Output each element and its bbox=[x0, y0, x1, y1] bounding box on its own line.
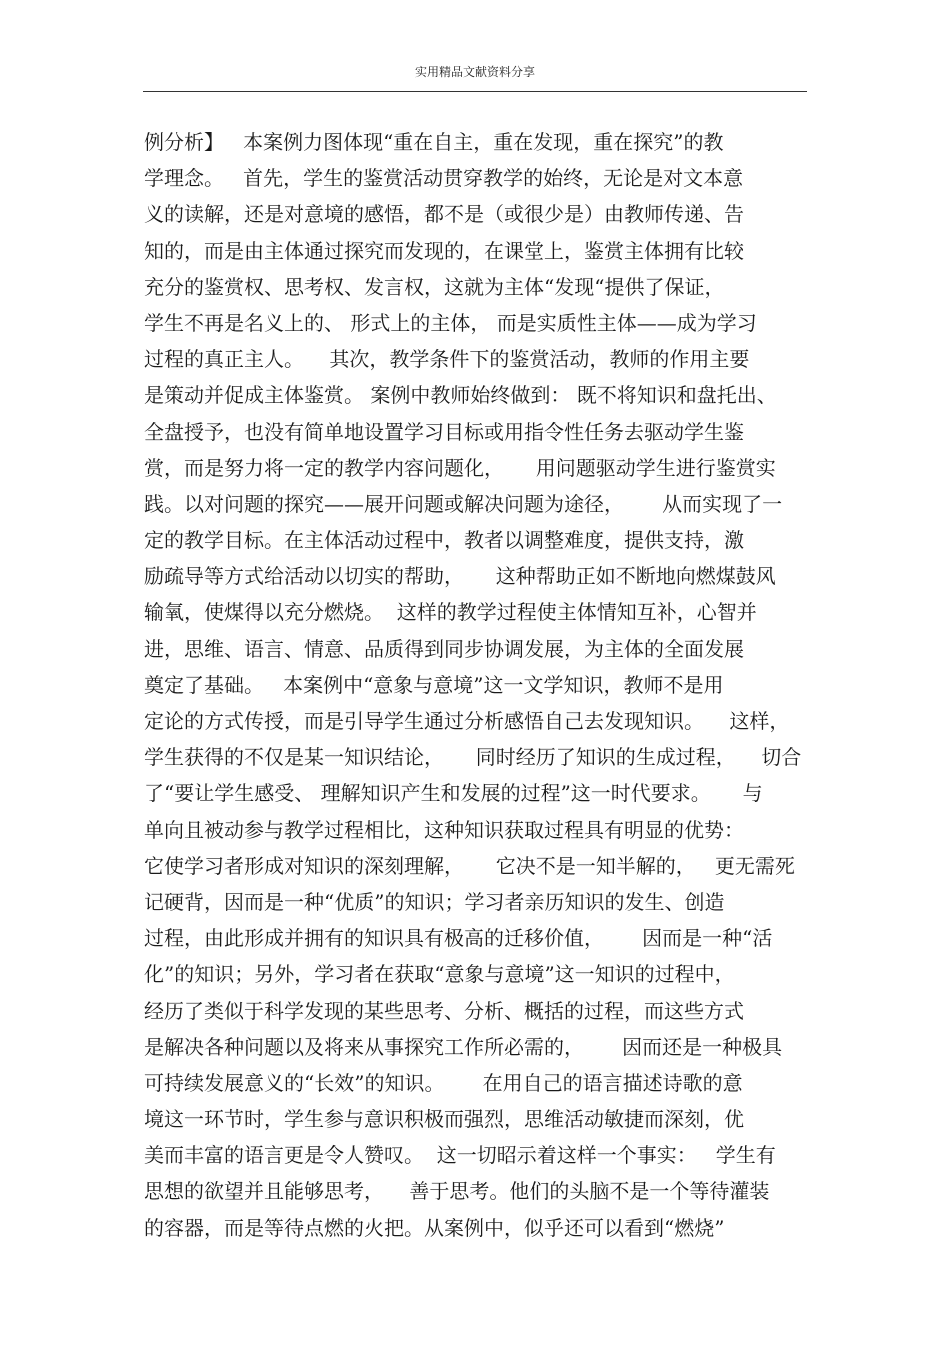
text-line: 学生获得的不仅是某一知识结论， 同时经历了知识的生成过程， 切合 bbox=[144, 745, 802, 770]
text-line: 过程，由此形成并拥有的知识具有极高的迁移价值， 因而是一种“活 bbox=[144, 926, 773, 951]
text-line: 进，思维、语言、情意、品质得到同步协调发展，为主体的全面发展 bbox=[144, 636, 744, 661]
text-line: 知的，而是由主体通过探究而发现的，在课堂上，鉴赏主体拥有比较 bbox=[144, 238, 744, 263]
text-line: 奠定了基础。 本案例中“意象与意境”这一文学知识，教师不是用 bbox=[144, 672, 724, 697]
page-header: 实用精品文献资料分享 bbox=[414, 65, 535, 79]
text-line: 它使学习者形成对知识的深刻理解， 它决不是一知半解的， 更无需死 bbox=[144, 853, 795, 878]
text-line: 全盘授予，也没有简单地设置学习目标或用指令性任务去驱动学生鉴 bbox=[144, 419, 744, 444]
text-line: 的容器，而是等待点燃的火把。从案例中，似乎还可以看到“燃烧” bbox=[144, 1215, 725, 1240]
text-line: 学生不再是名义上的、 形式上的主体， 而是实质性主体——成为学习 bbox=[144, 310, 757, 335]
text-line: 记硬背，因而是一种“优质”的知识；学习者亲历知识的发生、创造 bbox=[144, 889, 725, 914]
text-line: 定论的方式传授，而是引导学生通过分析感悟自己去发现知识。 这样， bbox=[144, 709, 790, 733]
text-line: 践。以对问题的探究——展开问题或解决问题为途径， 从而实现了一 bbox=[144, 491, 783, 516]
text-line: 思想的欲望并且能够思考， 善于思考。他们的头脑不是一个等待灌装 bbox=[144, 1179, 770, 1204]
text-line: 化”的知识；另外，学习者在获取“意象与意境”这一知识的过程中， bbox=[144, 962, 735, 987]
text-line: 充分的鉴赏权、思考权、发言权，这就为主体“发现“提供了保证， bbox=[144, 274, 725, 299]
text-line: 美而丰富的语言更是令人赞叹。 这一切昭示着这样一个事实： 学生有 bbox=[144, 1143, 776, 1168]
text-line: 学理念。 首先，学生的鉴赏活动贯穿教学的始终，无论是对文本意 bbox=[144, 166, 744, 191]
text-line: 输氧，使煤得以充分燃烧。 这样的教学过程使主体情知互补，心智并 bbox=[144, 600, 757, 625]
text-line: 励疏导等方式给活动以切实的帮助， 这种帮助正如不断地向燃煤鼓风 bbox=[144, 564, 776, 589]
text-line: 定的教学目标。在主体活动过程中，教者以调整难度，提供支持，激 bbox=[144, 528, 744, 553]
text-line: 赏，而是努力将一定的教学内容问题化， 用问题驱动学生进行鉴赏实 bbox=[144, 455, 776, 480]
text-line: 了“要让学生感受、 理解知识产生和发展的过程”这一时代要求。 与 bbox=[144, 781, 763, 806]
text-line: 可持续发展意义的“长效”的知识。 在用自己的语言描述诗歌的意 bbox=[144, 1070, 743, 1095]
text-line: 义的读解，还是对意境的感悟，都不是（或很少是）由教师传递、告 bbox=[144, 202, 744, 227]
text-line: 是解决各种问题以及将来从事探究工作所必需的， 因而还是一种极具 bbox=[144, 1034, 783, 1059]
header-divider bbox=[143, 91, 807, 92]
text-line: 境这一环节时，学生参与意识积极而强烈，思维活动敏捷而深刻，优 bbox=[144, 1107, 744, 1132]
document-body bbox=[144, 124, 814, 1246]
text-line: 过程的真正主人。 其次，教学条件下的鉴赏活动，教师的作用主要 bbox=[144, 347, 750, 372]
text-line: 是策动并促成主体鉴赏。 案例中教师始终做到： 既不将知识和盘托出、 bbox=[144, 383, 777, 408]
text-line: 经历了类似于科学发现的某些思考、分析、概括的过程，而这些方式 bbox=[144, 998, 744, 1023]
text-line: 单向且被动参与教学过程相比，这种知识获取过程具有明显的优势： bbox=[144, 817, 744, 842]
text-line: 例分析】 本案例力图体现“重在自主，重在发现，重在探究”的教 bbox=[144, 130, 724, 154]
